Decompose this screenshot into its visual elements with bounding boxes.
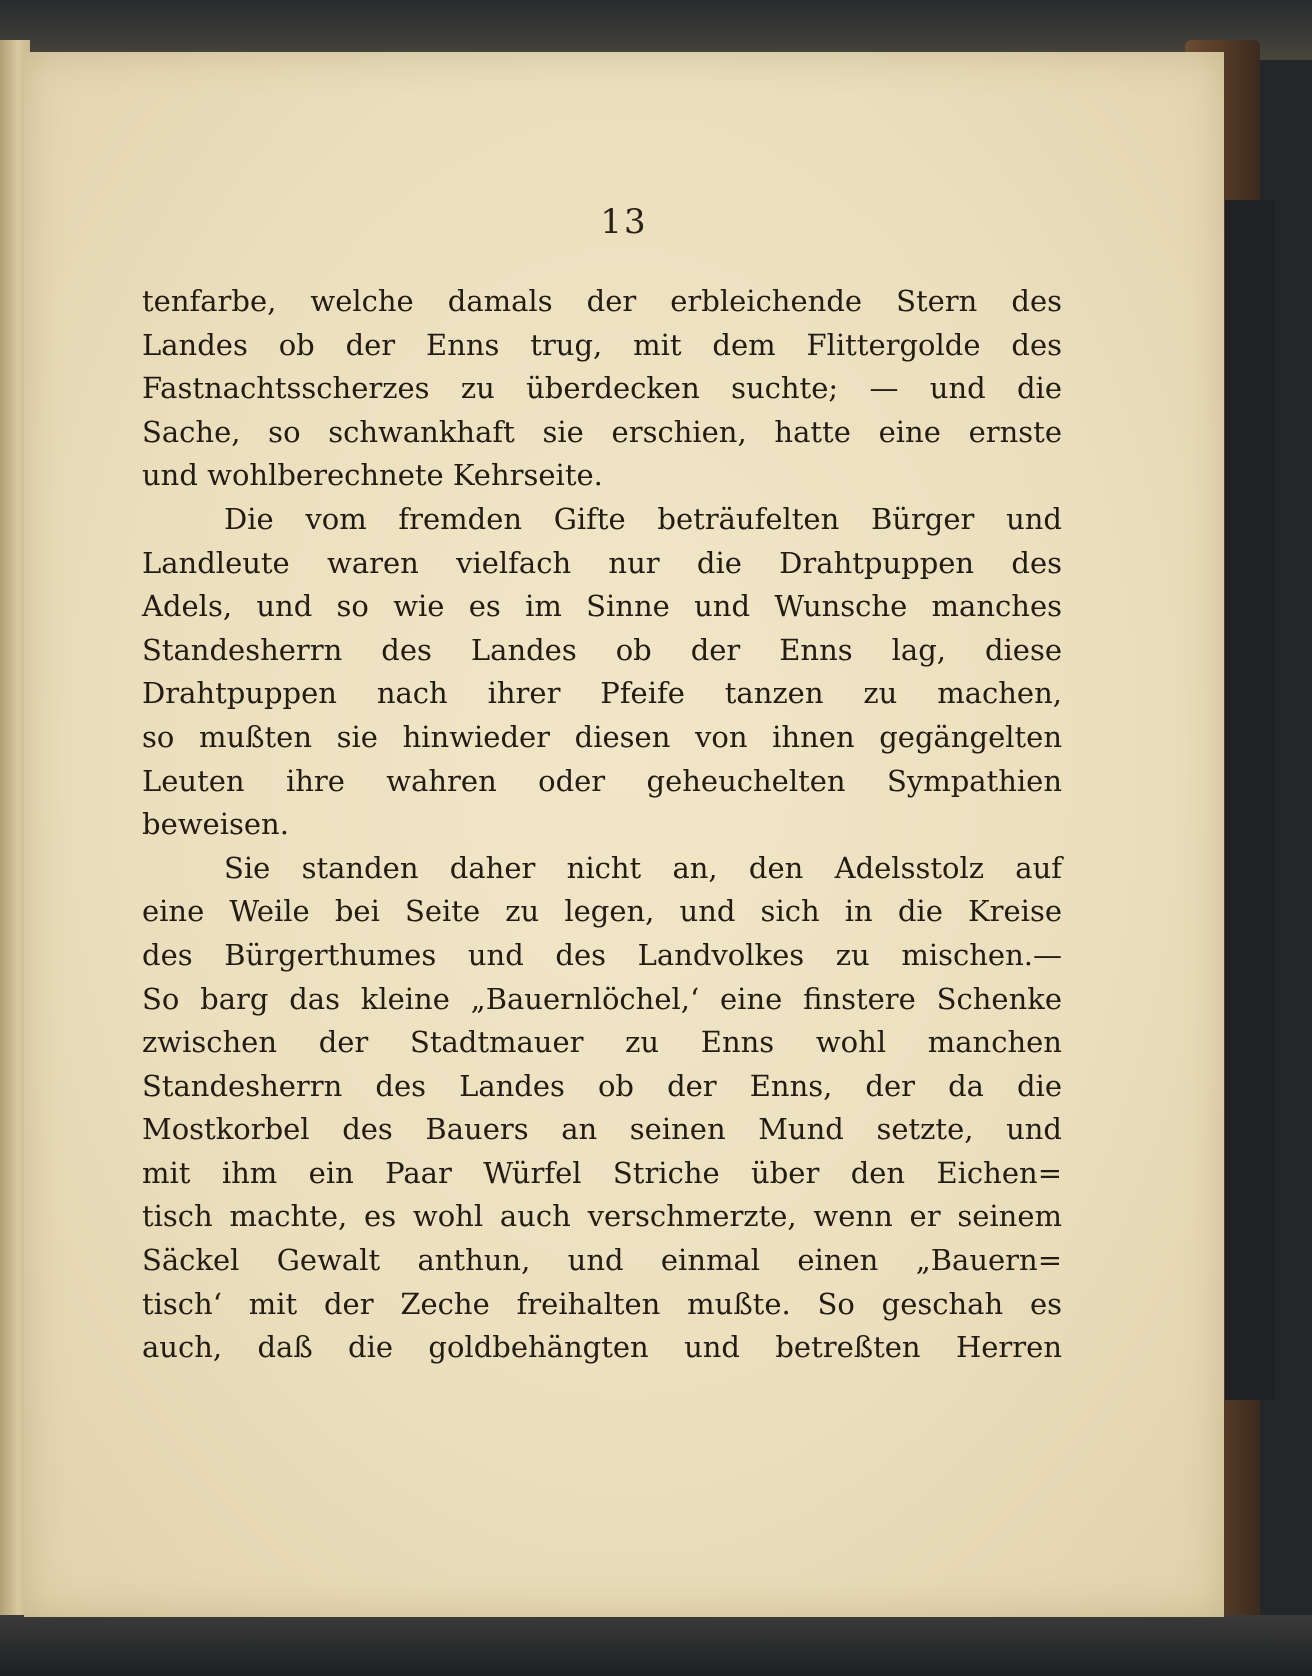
text-line: Standesherrn des Landes ob der Enns lag, diese (142, 632, 1062, 667)
text-line: und wohlberechnete Kehrseite. (142, 458, 603, 493)
text-line: Sie standen daher nicht an, den Adelsstolz auf (224, 850, 1062, 885)
text-line: auch, daß die goldbehängten und betreßten Herren (142, 1330, 1062, 1365)
book-cover-top (0, 0, 1312, 60)
text-line: Landleute waren vielfach nur die Drahtpuppen des (142, 545, 1062, 580)
text-line: zwischen der Stadtmauer zu Enns wohl manchen (142, 1025, 1062, 1060)
text-line: Landes ob der Enns trug, mit dem Flittergolde des (142, 327, 1062, 362)
text-line: Drahtpuppen nach ihrer Pfeife tanzen zu machen, (142, 676, 1062, 711)
text-line: des Bürgerthumes und des Landvolkes zu mischen.— (142, 937, 1062, 972)
text-line: tenfarbe, welche damals der erbleichende Stern des (142, 284, 1062, 318)
text-line: Mostkorbel des Bauers an seinen Mund setzte, und (142, 1112, 1062, 1147)
text-line: So barg das kleine „Bauernlöchel,‘ eine finstere Schenke (142, 981, 1062, 1016)
text-line: mit ihm ein Paar Würfel Striche über den Eichen= (142, 1155, 1062, 1190)
text-line: Fastnachtsscherzes zu überdecken suchte; — und die (142, 371, 1062, 406)
text-line: Die vom fremden Gifte beträufelten Bürger und (224, 501, 1062, 536)
text-line: beweisen. (142, 807, 289, 842)
scan-background-bottom (0, 1615, 1312, 1676)
text-line: tisch machte, es wohl auch verschmerzte, wenn er seinem (142, 1199, 1062, 1234)
text-line: eine Weile bei Seite zu legen, und sich in die Kreise (142, 894, 1062, 929)
page-number: 13 (600, 202, 648, 242)
text-line: Sache, so schwankhaft sie erschien, hatte eine ernste (142, 414, 1062, 449)
text-line: Standesherrn des Landes ob der Enns, der da die (142, 1068, 1062, 1103)
text-line: Leuten ihre wahren oder geheuchelten Sympathien (142, 763, 1062, 798)
page-text (142, 280, 1062, 1370)
book-cover-shadow (1225, 200, 1275, 1400)
text-line: Säckel Gewalt anthun, und einmal einen „Bauern= (142, 1243, 1062, 1278)
text-line: so mußten sie hinwieder diesen von ihnen gegängelten (142, 719, 1062, 754)
text-line: tisch‘ mit der Zeche freihalten mußte. So geschah es (142, 1286, 1062, 1321)
book-page (24, 52, 1224, 1617)
text-line: Adels, und so wie es im Sinne und Wunsche manches (142, 589, 1062, 624)
